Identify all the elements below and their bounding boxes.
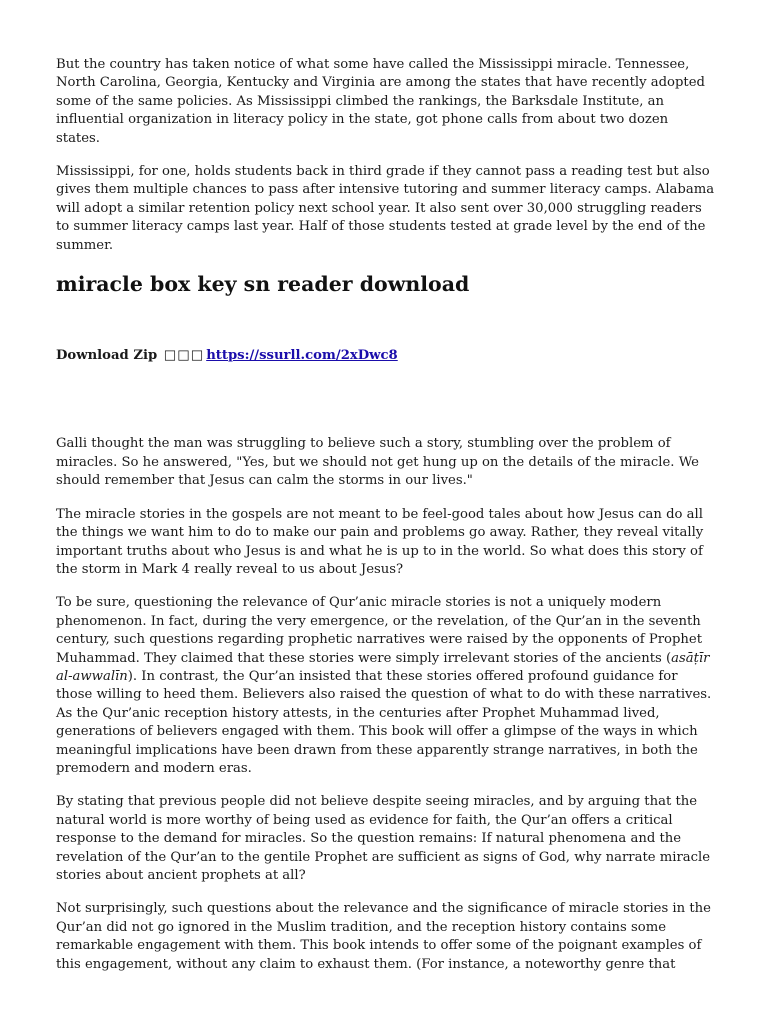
quran-text-italic: asāṭīr al-awwalīn — [56, 650, 710, 684]
document-page — [56, 56, 716, 989]
paragraph-gospel-miracles: The miracle stories in the gospels are not meant to be feel-good tales about how Jesus can do all the things we want him to do to make our pain and problems go away. Rather, they reveal vitally important truths about who Jesus is and what he is up to in the world. So what does this story of the storm in Mark 4 really reveal to us about Jesus? — [56, 506, 704, 577]
spacer — [56, 365, 716, 435]
paragraph-demand-for-miracles: By stating that previous people did not believe despite seeing miracles, and by arguing that the natural world is more worthy of being used as evidence for faith, the Qur’an offers a critical response to the demand for miracles. So the question remains: If natural phenomena and the revelation of the Qur’an to the gentile Prophet are sufficient as signs of God, why narrate miracle stories about ancient prophets at all? — [56, 794, 711, 883]
download-label: Download Zip — [56, 348, 158, 364]
download-link[interactable]: https://ssurll.com/2xDwc8 — [206, 348, 398, 364]
download-line — [56, 347, 716, 365]
paragraph-quranic-stories — [56, 594, 716, 778]
paragraph-mississippi-miracle: But the country has taken notice of what some have called the Mississippi miracle. Tennessee, North Carolina, Georgia, Kentucky and Virginia are among the states that have recently adopted some of the same policies. As Mississippi climbed the rankings, the Barksdale Institute, an influential organization in literacy policy in the state, got phone calls from about two dozen states. — [56, 57, 705, 146]
paragraph-retention-policy: Mississippi, for one, holds students back in third grade if they cannot pass a reading test but also gives them multiple chances to pass after intensive tutoring and summer literacy camps. Alabama will adopt a similar retention policy next school year. It also sent over 30,000 struggling readers to summer literacy camps last year. Half of those students tested at grade level by the end of the summer. — [56, 164, 715, 253]
quran-text-before: To be sure, questioning the relevance of Qur’anic miracle stories is not a uniquely modern phenomenon. In fact, during the very emergence, or the revelation, of the Qur’an in the seventh century, such questions regarding prophetic narratives were raised by the opponents of Prophet Muhammad. They claimed that these stories were simply irrelevant stories of the ancients ( — [56, 595, 703, 666]
quran-text-after: ). In contrast, the Qur’an insisted that these stories offered profound guidance for those willing to heed them. Believers also raised the question of what to do with these narratives. As the Qur’anic reception history attests, in the centuries after Prophet Muhammad lived, generations of believers engaged with them. This book will offer a glimpse of the ways in which meaningful implications have been drawn from these apparently strange narratives, in both the premodern and modern eras. — [56, 668, 712, 776]
placeholder-glyphs: □□□ — [163, 348, 205, 364]
paragraph-galli: Galli thought the man was struggling to believe such a story, stumbling over the problem of miracles. So he answered, "Yes, but we should not get hung up on the details of the miracle. We should remember that Jesus can calm the storms in our lives." — [56, 436, 699, 489]
page-heading: miracle box key sn reader download — [56, 272, 470, 297]
paragraph-reception-history: Not surprisingly, such questions about the relevance and the significance of miracle stories in the Qur’an did not go ignored in the Muslim tradition, and the reception history contains some remarkable engagement with them. This book intends to offer some of the poignant examples of this engagement, without any claim to exhaust them. (For instance, a noteworthy genre that — [56, 901, 711, 972]
